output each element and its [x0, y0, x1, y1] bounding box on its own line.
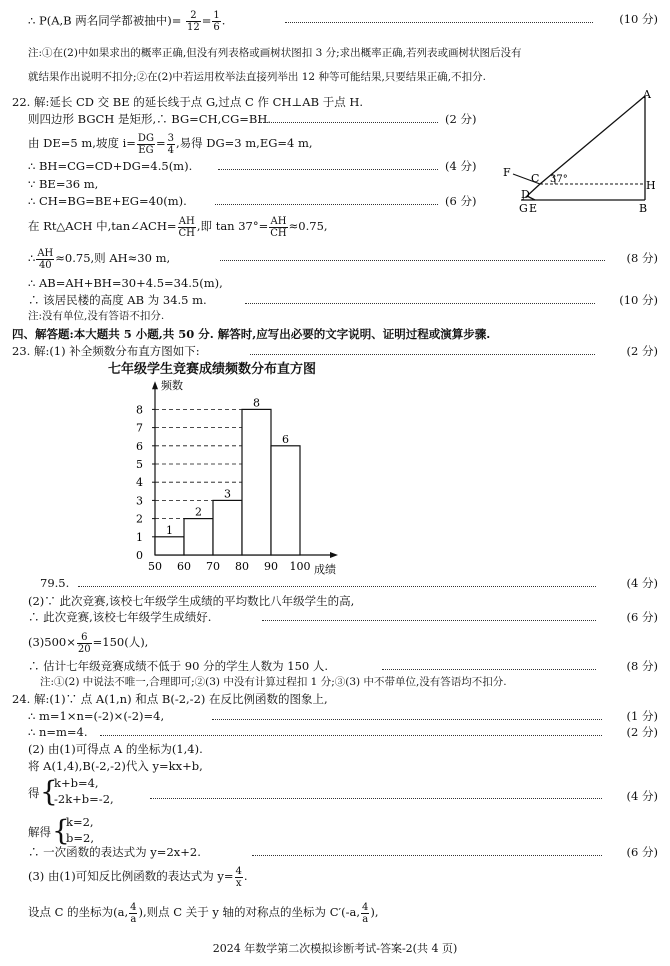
x-tick-label: 90 — [264, 560, 278, 573]
frequency-histogram — [110, 375, 370, 575]
histogram-bar — [242, 409, 271, 555]
histogram-bar — [184, 519, 213, 555]
q21-note-1: 注:①在(2)中如果求出的概率正确,但没有列表格或画树状图扣 3 分;求出概率正确,若列表或画树状图后没有 — [28, 47, 522, 59]
q23-line-1: 23. 解:(1) 补全频数分布直方图如下: (2 分) — [12, 344, 658, 358]
score: (4 分) — [626, 576, 658, 590]
q22-note: 注:没有单位,没有答语不扣分. — [28, 310, 165, 322]
q24-line-2: ∴ m=1×n=(-2)×(-2)=4, (1 分) — [28, 709, 658, 723]
score: (6 分) — [445, 194, 477, 208]
fraction: $\frac{1}{6}$ — [213, 10, 220, 33]
y-tick-label: 1 — [136, 530, 143, 544]
q24-line-5: 将 A(1,4),B(-2,-2)代入 y=kx+b, — [28, 759, 203, 773]
label-F: F — [503, 166, 511, 179]
section-4-header: 四、解答题:本大题共 5 小题,共 50 分. 解答时,应写出必要的文字说明、证明过程或演算步骤. — [12, 327, 491, 341]
y-tick-label: 6 — [136, 439, 143, 453]
histogram-bar — [213, 500, 242, 555]
q23-line-3: (2)∵ 此次竞赛,该校七年级学生成绩的平均数比八年级学生的高, — [28, 594, 355, 608]
slope-building-figure — [495, 88, 665, 218]
score: (10 分) — [619, 12, 658, 26]
page-footer: 2024 年数学第二次模拟诊断考试-答案-2(共 4 页) — [212, 942, 458, 955]
score: (2 分) — [626, 344, 658, 358]
x-tick-label: 50 — [148, 560, 162, 573]
label-B: B — [639, 202, 648, 215]
x-axis-label: 成绩 — [314, 563, 336, 575]
q22-line-5: ∵ BE=36 m, — [28, 177, 99, 191]
score: (4 分) — [626, 789, 658, 803]
q23-line-5: (3)500× $\frac{6}{20}$ =150(人), — [28, 631, 149, 655]
histogram-bar — [271, 446, 300, 555]
q22-line-7: 在 Rt△ACH 中,tan∠ACH= $\frac{AH}{CH}$ ,即 tan 37°= $\frac{AH}{CH}$ ≈0.75, — [28, 215, 328, 239]
y-tick-label: 2 — [136, 512, 143, 526]
label-angle: 37° — [550, 174, 568, 185]
q23-line-6: ∴ 估计七年级竞赛成绩不低于 90 分的学生人数为 150 人. (8 分) — [28, 659, 658, 673]
fraction: $\frac{2}{12}$ — [187, 10, 200, 33]
y-tick-label: 8 — [136, 403, 143, 417]
score: (2 分) — [626, 725, 658, 739]
score: (6 分) — [626, 610, 658, 624]
label-G: G — [519, 202, 528, 215]
y-tick-label: 7 — [136, 421, 143, 435]
score: (6 分) — [626, 845, 658, 859]
fraction: $\frac{AH}{CH}$ — [270, 215, 287, 239]
q21-prob-lead: ∴ P(A,B 两名同学都被抽中)= — [28, 13, 182, 28]
bar-value-label: 2 — [195, 505, 202, 519]
q23-line-4: ∴ 此次竞赛,该校七年级学生成绩好. (6 分) — [28, 610, 658, 624]
fraction: $\frac{DG}{EG}$ — [137, 132, 154, 156]
q22-line-1: 22. 解:延长 CD 交 BE 的延长线于点 G,过点 C 作 CH⊥AB 于点 H. — [12, 95, 364, 109]
y-axis-arrow — [152, 381, 158, 389]
x-tick-label: 100 — [289, 560, 311, 573]
y-tick-label: 5 — [136, 458, 143, 471]
fraction: $\frac{4}{x}$ — [235, 865, 242, 889]
q22-line-8: ∴ $\frac{AH}{40}$ ≈0.75,则 AH≈30 m, (8 分) — [0, 244, 670, 272]
q24-line-4: (2) 由(1)可得点 A 的坐标为(1,4). — [28, 742, 203, 756]
q23-note: 注:①(2) 中说法不唯一,合理即可;②(3) 中没有计算过程扣 1 分;③(3) 中不带单位,没有答语均不扣分. — [40, 676, 507, 688]
q24-line-10: 设点 C 的坐标为(a, $\frac{4}{a}$ ),则点 C 关于 y 轴的对称点的坐标为 C′(-a, $\frac{4}{a}$ ), — [28, 901, 379, 925]
q21-prob-line: ∴ P(A,B 两名同学都被抽中)= $\frac{2}{12}$ = $\frac{1}{6}$ . (10 分) — [28, 10, 658, 33]
label-D: D — [521, 188, 530, 201]
x-tick-label: 60 — [177, 560, 191, 573]
label-H: H — [646, 179, 656, 192]
score: (2 分) — [445, 112, 477, 126]
bar-value-label: 1 — [166, 523, 173, 537]
q22-line-9: ∴ AB=AH+BH=30+4.5=34.5(m), — [28, 276, 223, 290]
bar-value-label: 6 — [282, 432, 289, 446]
y-tick-label: 4 — [136, 476, 143, 490]
q24-system-1: 得 { k+b=4, -2k+b=-2, (4 分) — [28, 775, 658, 808]
x-axis-arrow — [330, 552, 338, 558]
score: (8 分) — [626, 251, 658, 265]
chart-title: 七年级学生竞赛成绩频数分布直方图 — [108, 362, 317, 377]
histogram-bar — [155, 537, 184, 555]
q24-system-2: 解得 { k=2, b=2, — [28, 814, 94, 847]
x-tick-label: 80 — [235, 560, 249, 573]
score: (4 分) — [445, 159, 477, 173]
label-C: C — [531, 172, 540, 185]
score: (8 分) — [626, 659, 658, 673]
bar-value-label: 8 — [253, 396, 260, 410]
fraction: $\frac{6}{20}$ — [77, 631, 91, 655]
q22-line-4: ∴ BH=CG=CD+DG=4.5(m). (4 分) — [28, 159, 477, 173]
fraction: $\frac{AH}{CH}$ — [178, 215, 195, 239]
q21-note-2: 就结果作出说明不扣分;②在(2)中若运用枚举法直接列举出 12 种等可能结果,只要结果正确,不扣分. — [28, 71, 486, 83]
y-tick-label: 0 — [136, 549, 143, 562]
fraction: $\frac{4}{a}$ — [362, 901, 369, 925]
q22-line-2: 则四边形 BGCH 是矩形,∴ BG=CH,CG=BH. (2 分) — [28, 112, 477, 126]
label-A: A — [643, 88, 651, 101]
q24-line-9: (3) 由(1)可知反比例函数的表达式为 y= $\frac{4}{x}$ . — [28, 865, 248, 889]
q23-line-2: 79.5. (4 分) — [40, 576, 658, 590]
fraction: $\frac{3}{4}$ — [167, 132, 174, 156]
q24-line-3: ∴ n=m=4. (2 分) — [28, 725, 658, 739]
q22-line-3: 由 DE=5 m,坡度 i= $\frac{DG}{EG}$ = $\frac{3}{4}$ ,易得 DG=3 m,EG=4 m, — [28, 132, 313, 156]
label-E: E — [529, 202, 538, 215]
q24-line-1: 24. 解:(1)∵ 点 A(1,n) 和点 B(-2,-2) 在反比例函数的图象上, — [12, 692, 328, 706]
q22-line-10: ∴ 该居民楼的高度 AB 为 34.5 m. (10 分) — [28, 293, 658, 307]
q22-line-6: ∴ CH=BG=BE+EG=40(m). (6 分) — [28, 194, 477, 208]
score: (10 分) — [619, 293, 658, 307]
fraction: $\frac{AH}{40}$ — [37, 247, 54, 271]
q24-line-8: ∴ 一次函数的表达式为 y=2x+2. (6 分) — [28, 845, 658, 859]
bar-value-label: 3 — [224, 487, 231, 501]
x-tick-label: 70 — [206, 560, 220, 573]
fraction: $\frac{4}{a}$ — [130, 901, 137, 925]
y-axis-label: 频数 — [161, 379, 183, 393]
score: (1 分) — [626, 709, 658, 723]
y-tick-label: 3 — [136, 494, 143, 508]
